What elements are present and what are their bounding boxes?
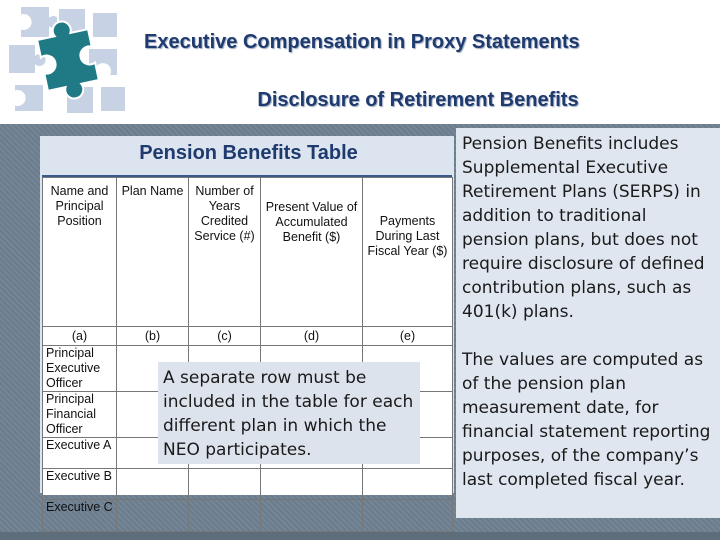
row-label: Executive A bbox=[43, 438, 117, 469]
column-letter: (a) bbox=[43, 327, 117, 346]
column-letter: (c) bbox=[189, 327, 261, 346]
column-header: Plan Name bbox=[117, 178, 189, 327]
column-header: Name and Principal Position bbox=[43, 178, 117, 327]
row-label: Principal Executive Officer bbox=[43, 346, 117, 392]
column-header: Payments During Last Fiscal Year ($) bbox=[363, 178, 453, 327]
slide-subtitle: Disclosure of Retirement Benefits bbox=[257, 89, 579, 111]
column-letter: (e) bbox=[363, 327, 453, 346]
row-label: Executive B bbox=[43, 469, 117, 500]
table-panel-title: Pension Benefits Table bbox=[139, 142, 358, 164]
slide-title: Executive Compensation in Proxy Statements bbox=[144, 31, 580, 53]
pension-benefits-table bbox=[42, 177, 453, 532]
content-bottom-strip bbox=[0, 532, 720, 540]
row-label: Principal Financial Officer bbox=[43, 392, 117, 438]
table-row bbox=[43, 500, 453, 532]
column-header: Present Value of Accumulated Benefit ($) bbox=[261, 178, 363, 327]
column-letter: (d) bbox=[261, 327, 363, 346]
table-note-callout: A separate row must be included in the table for each different plan in which the NEO participates. bbox=[158, 362, 420, 464]
table-row bbox=[43, 469, 453, 500]
table-header-row bbox=[43, 178, 453, 327]
column-letter-row bbox=[43, 327, 453, 346]
side-text-paragraph-2: The values are computed as of the pension plan measurement date, for financial statement reporting purposes, of the company’s last completed fiscal year. bbox=[462, 350, 711, 490]
column-header: Number of Years Credited Service (#) bbox=[189, 178, 261, 327]
column-letter: (b) bbox=[117, 327, 189, 346]
row-label: Executive C bbox=[43, 500, 117, 532]
side-text-paragraph-1: Pension Benefits includes Supplemental Executive Retirement Plans (SERPS) in addition to traditional pension plans, but does not require disclosure of defined contribution plans, such as 401(k) plans. bbox=[462, 134, 705, 322]
